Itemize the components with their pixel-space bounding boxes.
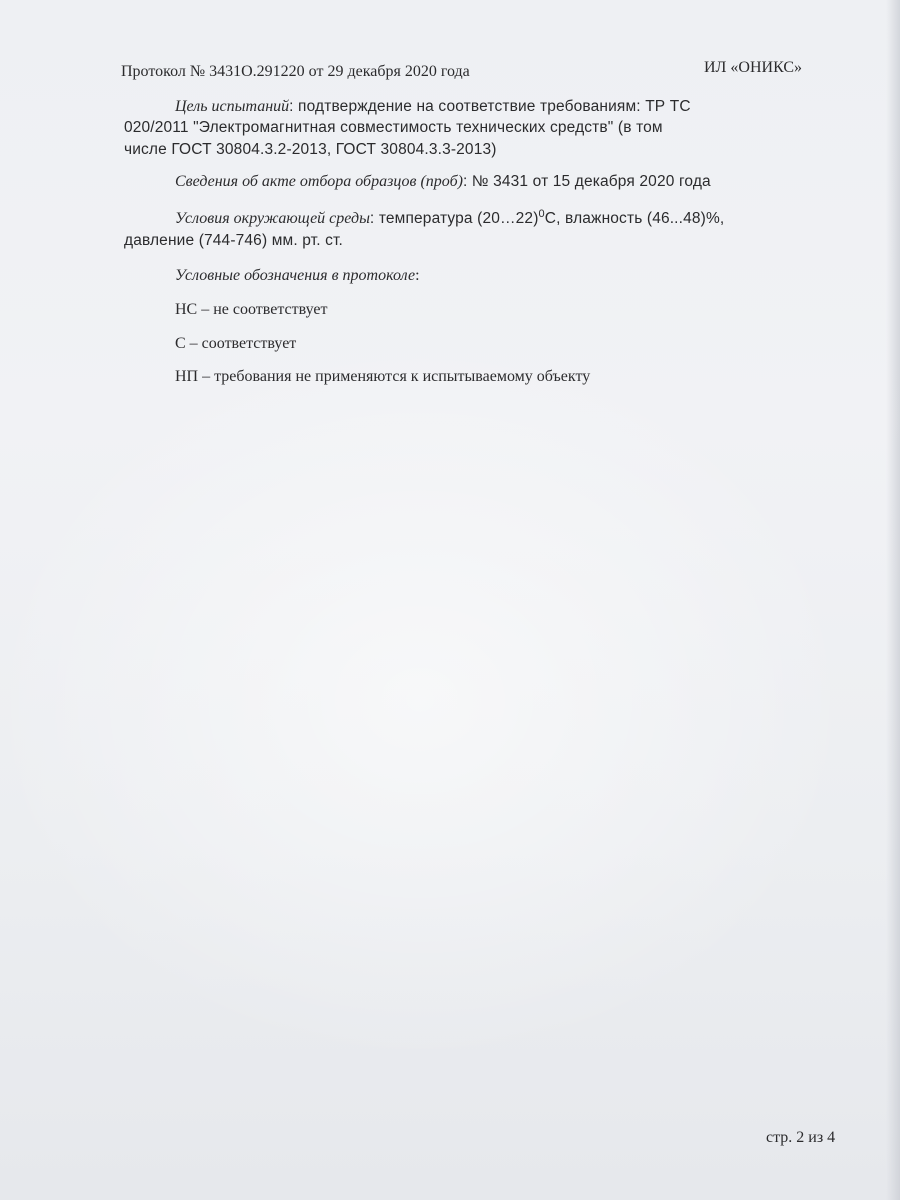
page-edge-shadow [886, 0, 900, 1200]
environment-line-1 [175, 209, 724, 229]
environment-label: Условия окружающей среды [175, 210, 370, 227]
protocol-title: Протокол № 3431О.291220 от 29 декабря 2020 года [121, 63, 470, 80]
legend-heading: Условные обозначения в протоколе [175, 267, 416, 284]
sampling-value: : № 3431 от 15 декабря 2020 года [462, 173, 711, 190]
purpose-label: Цель испытаний [175, 98, 290, 115]
page-number: стр. 2 из 4 [766, 1129, 836, 1146]
sampling-line [175, 172, 711, 192]
purpose-line-1 [175, 97, 691, 117]
legend-heading-line [175, 266, 420, 286]
environment-line-2: давление (744-746) мм. рт. ст. [124, 232, 344, 249]
environment-value-pre: : температура (20…22) [369, 210, 539, 227]
purpose-line-2: 020/2011 "Электромагнитная совместимость технических средств" (в том [124, 119, 663, 136]
degree-superscript: 0 [538, 207, 545, 220]
sampling-label: Сведения об акте отбора образцов (проб) [175, 173, 463, 190]
legend-item-nc: НС – не соответствует [175, 301, 328, 318]
legend-item-c: С – соответствует [175, 335, 297, 352]
legend-heading-suffix: : [415, 267, 420, 284]
legend-item-np: НП – требования не применяются к испытываемому объекту [175, 368, 591, 385]
lab-name: ИЛ «ОНИКС» [704, 59, 803, 76]
purpose-line-3: числе ГОСТ 30804.3.2-2013, ГОСТ 30804.3.3-2013) [124, 141, 497, 158]
purpose-text-1: : подтверждение на соответствие требованиям: ТР ТС [289, 98, 691, 115]
environment-value-post: С, влажность (46...48)%, [544, 210, 725, 227]
